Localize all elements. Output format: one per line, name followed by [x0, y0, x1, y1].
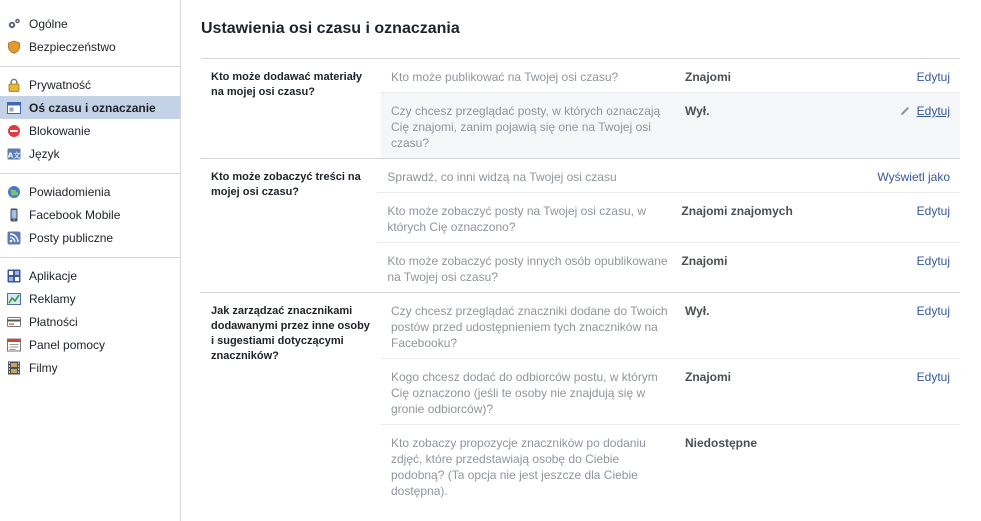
settings-sidebar: [0, 0, 181, 521]
timeline-icon: [7, 101, 21, 115]
view-as-link[interactable]: [877, 169, 950, 185]
setting-row: [377, 243, 960, 292]
sidebar-item-label: Bezpieczeństwo: [29, 39, 116, 54]
setting-value: Znajomi: [685, 70, 732, 84]
sidebar-item-posty-publiczne[interactable]: [0, 226, 180, 249]
sidebar-item-aplikacje[interactable]: [0, 264, 180, 287]
edit-link[interactable]: [841, 203, 950, 235]
sidebar-item-label: Facebook Mobile: [29, 207, 121, 222]
sidebar-item-label: Powiadomienia: [29, 184, 111, 199]
action-label: Edytuj: [916, 304, 950, 318]
sidebar-item-powiadomienia[interactable]: [0, 180, 180, 203]
sidebar-group: [0, 258, 180, 387]
edit-link[interactable]: [841, 253, 950, 285]
sidebar-item-reklamy[interactable]: [0, 287, 180, 310]
settings-sections: [200, 59, 960, 506]
settings-section: [200, 59, 960, 159]
section-title: Kto może dodawać materiały na mojej osi czasu?: [211, 71, 362, 98]
sidebar-item-filmy[interactable]: [0, 356, 180, 379]
section-title: Kto może zobaczyć treści na mojej osi czasu?: [211, 171, 361, 198]
setting-question: Kogo chcesz dodać do odbiorców postu, w którym Cię oznaczono (jeśli te osoby nie znajdują się w gronie odbiorców)?: [391, 370, 658, 416]
action-label: Edytuj: [916, 370, 950, 384]
film-icon: [7, 361, 21, 375]
setting-row: [381, 425, 960, 506]
setting-value: Wył.: [685, 104, 710, 118]
action-label: Edytuj: [916, 104, 950, 118]
setting-question: Kto może zobaczyć posty innych osób opublikowane na Twojej osi czasu?: [387, 254, 668, 284]
action-label: Edytuj: [916, 70, 950, 84]
setting-row: [381, 359, 960, 425]
language-icon: [7, 147, 21, 161]
sidebar-item-label: Oś czasu i oznaczanie: [29, 100, 156, 115]
help-icon: [7, 338, 21, 352]
setting-value: Znajomi: [681, 254, 728, 268]
sidebar-item-ogolne[interactable]: [0, 12, 180, 35]
shield-icon: [7, 40, 21, 54]
setting-row: [381, 293, 960, 359]
setting-value: Niedostępne: [685, 436, 758, 450]
sidebar-item-label: Posty publiczne: [29, 230, 114, 245]
setting-question: Kto zobaczy propozycje znaczników po dodaniu zdjęć, które przedstawiają osobę do Ciebie podobną? (Ta opcja nie jest jeszcze dla Ciebie dostępna).: [391, 436, 646, 498]
sidebar-item-os-czasu-i-oznaczanie[interactable]: [0, 96, 180, 119]
sidebar-item-label: Język: [29, 146, 60, 161]
action-label: Edytuj: [916, 254, 950, 268]
sidebar-item-prywatnosc[interactable]: [0, 73, 180, 96]
sidebar-item-label: Aplikacje: [29, 268, 78, 283]
sidebar-group: [0, 174, 180, 258]
sidebar-item-facebook-mobile[interactable]: [0, 203, 180, 226]
sidebar-item-label: Ogólne: [29, 16, 68, 31]
sidebar-group: [0, 0, 180, 67]
setting-row: [377, 193, 960, 243]
setting-question: Czy chcesz przeglądać posty, w których oznaczają Cię znajomi, zanim pojawią się one na Twojej osi czasu?: [391, 104, 661, 150]
action-label: Wyświetl jako: [877, 170, 950, 184]
ads-icon: [7, 292, 21, 306]
apps-icon: [7, 269, 21, 283]
setting-question: Czy chcesz przeglądać znaczniki dodane do Twoich postów przed udostępnieniem tych znaczników na Facebooku?: [391, 304, 668, 350]
setting-row: [381, 59, 960, 93]
setting-value: Znajomi: [685, 370, 732, 384]
edit-link[interactable]: [845, 69, 950, 85]
payments-icon: [7, 315, 21, 329]
sidebar-item-platnosci[interactable]: [0, 310, 180, 333]
sidebar-item-label: Blokowanie: [29, 123, 91, 138]
setting-value: Znajomi znajomych: [681, 204, 793, 218]
edit-link[interactable]: [845, 369, 950, 417]
settings-section: [200, 159, 960, 293]
sidebar-item-blokowanie[interactable]: [0, 119, 180, 142]
sidebar-item-label: Prywatność: [29, 77, 92, 92]
pencil-icon: [900, 106, 910, 116]
sidebar-item-label: Reklamy: [29, 291, 76, 306]
action-label: Edytuj: [916, 204, 950, 218]
rss-icon: [7, 231, 21, 245]
setting-question: Kto może publikować na Twojej osi czasu?: [391, 70, 619, 84]
globe-icon: [7, 185, 21, 199]
settings-section: [200, 293, 960, 506]
sidebar-item-label: Filmy: [29, 360, 58, 375]
sidebar-item-label: Płatności: [29, 314, 78, 329]
setting-question: Sprawdź, co inni widzą na Twojej osi czasu: [387, 170, 617, 184]
setting-row: [377, 159, 960, 193]
settings-main: [200, 0, 960, 506]
page-title: Ustawienia osi czasu i oznaczania: [201, 20, 960, 59]
edit-link[interactable]: [845, 103, 950, 151]
edit-link[interactable]: [845, 303, 950, 351]
gears-icon: [7, 17, 21, 31]
sidebar-item-label: Panel pomocy: [29, 337, 106, 352]
setting-question: Kto może zobaczyć posty na Twojej osi czasu, w których Cię oznaczono?: [387, 204, 646, 234]
lock-icon: [7, 78, 21, 92]
sidebar-item-bezpieczenstwo[interactable]: [0, 35, 180, 58]
mobile-icon: [7, 208, 21, 222]
setting-row: [381, 93, 960, 158]
sidebar-group: [0, 67, 180, 174]
section-title: Jak zarządzać znacznikami dodawanymi przez inne osoby i sugestiami dotyczącymi znaczników?: [211, 305, 370, 362]
setting-value: Wył.: [685, 304, 710, 318]
sidebar-item-panel-pomocy[interactable]: [0, 333, 180, 356]
action-placeholder: [845, 435, 950, 499]
svg-text:A文: A文: [7, 150, 21, 159]
block-icon: [7, 124, 21, 138]
sidebar-item-jezyk[interactable]: [0, 142, 180, 165]
